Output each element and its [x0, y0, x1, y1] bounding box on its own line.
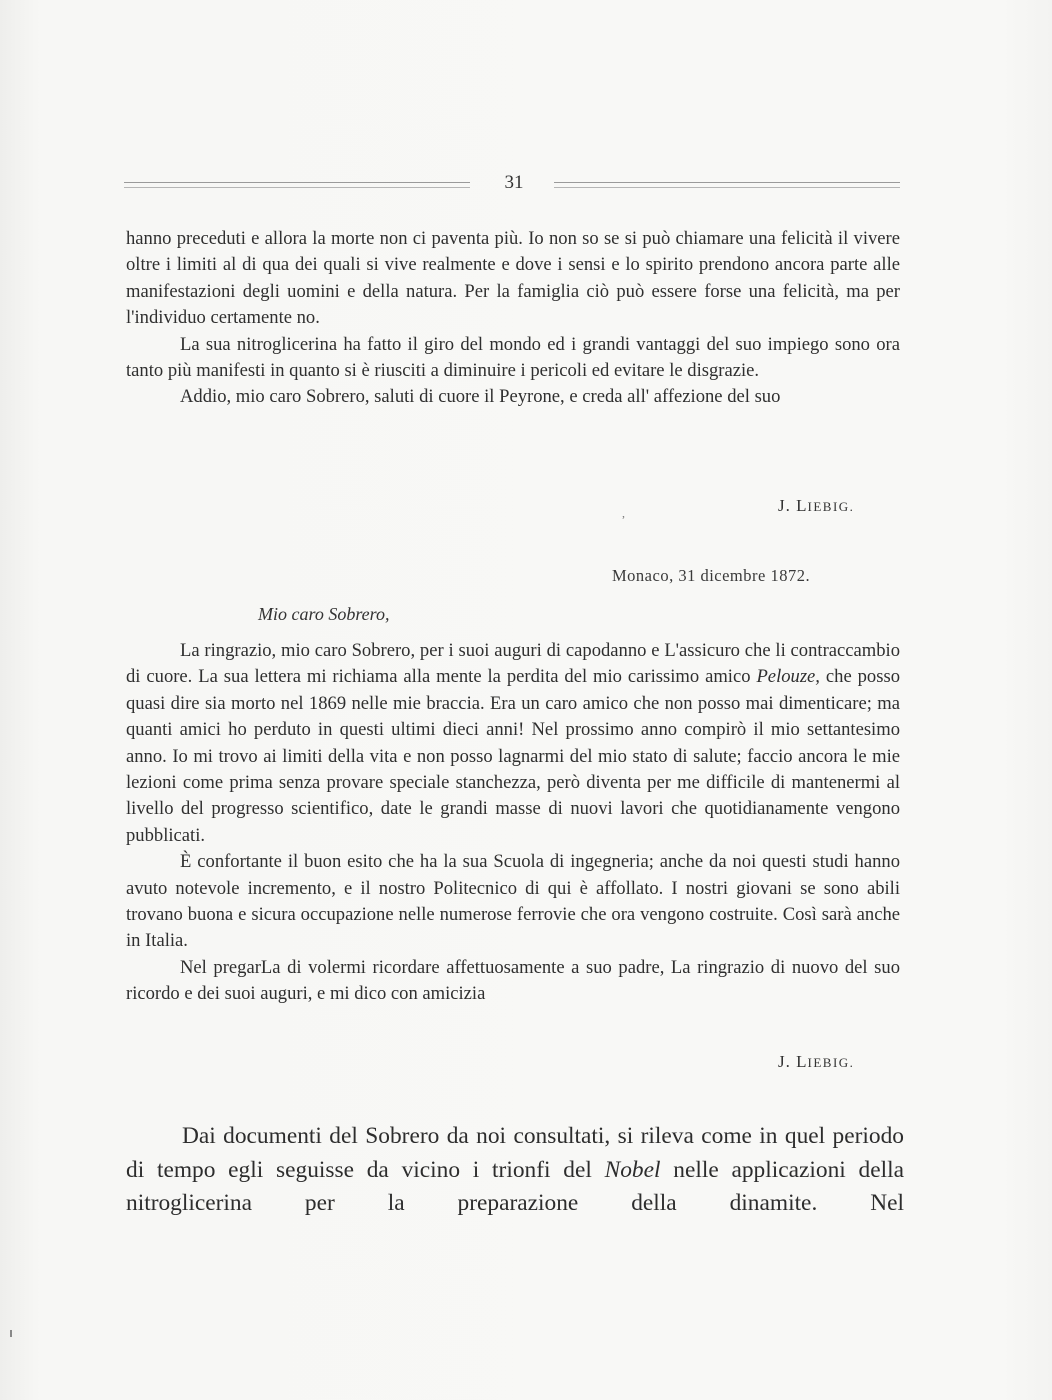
scan-mark [10, 1330, 12, 1337]
page-number: 31 [504, 172, 524, 193]
stray-mark: , [622, 506, 625, 520]
text-run: nelle applicazioni della nitroglicerina per la preparazione della dinamite. Nel [126, 1156, 904, 1216]
letter-2-salutation: Mio caro Sobrero, [258, 604, 390, 624]
page-header [124, 172, 900, 202]
signature-smallcaps: IEBIG. [807, 499, 855, 514]
letter-2-signature [778, 1052, 854, 1072]
letter-1-paragraph: Addio, mio caro Sobrero, saluti di cuore il Peyrone, e creda all' affezione del suo [180, 386, 781, 408]
letter-1-paragraph: hanno preceduti e allora la morte non ci paventa più. Io non so se si può chiamare una felicità il vivere oltre i limiti al di qua dei quali si vive realmente e dove i sensi e lo spirito prendono ancora parte alle manifestazioni degli uomini e della natura. Per la famiglia ciò può essere forse una felicità, ma per l'individuo certamente no. [126, 228, 900, 329]
header-rule-left [124, 182, 470, 188]
signature-smallcaps: IEBIG. [807, 1055, 855, 1070]
italic-name: Pelouze, [756, 666, 820, 688]
signature-initial: J. L [778, 496, 808, 515]
letter-2-paragraph: Nel pregarLa di volermi ricordare affettuosamente a suo padre, La ringrazio di nuovo del suo ricordo e dei suoi auguri, e mi dico con amicizia [126, 956, 900, 1005]
letter-1-paragraph: La sua nitroglicerina ha fatto il giro del mondo ed i grandi vantaggi del suo impiego sono ora tanto più manifesti in quanto si è riusciti a diminuire i pericoli ed evitare le disgrazie. [126, 333, 900, 382]
letter-2-dateline: Monaco, 31 dicembre 1872. [612, 566, 811, 585]
italic-name: Nobel [604, 1156, 661, 1183]
text-run: La ringrazio, mio caro Sobrero, per i suoi auguri di capodanno e L'assicuro che li contraccambio di cuore. La sua lettera mi richiama alla mente la perdita del mio carissimo amico [126, 640, 900, 688]
narrative-paragraph [126, 1120, 904, 1221]
narrative-text [126, 1120, 904, 1221]
signature-initial: J. L [778, 1052, 808, 1071]
letter-2-paragraph: È confortante il buon esito che ha la sua Scuola di ingegneria; anche da noi questi studi hanno avuto notevole incremento, e il nostro Politecnico di qui è affollato. I nostri giovani se sono abili trovano buona e sicura occupazione nelle numerose ferrovie che ora vengono costruite. Così sarà anche in Italia. [126, 851, 900, 952]
letter-1-signature [778, 496, 854, 516]
letter-2-body [126, 638, 900, 1008]
text-run: che posso quasi dire sia morto nel 1869 nelle mie braccia. Era un caro amico che non posso mai dimenticare; ma quanti amici ho perduto in questi ultimi dieci anni! Nel prossimo anno compirò il mio settantesimo anno. Io mi trovo ai limiti della vita e non posso lagnarmi del mio stato di salute; faccio ancora le mie lezioni come prima senza provare speciale stanchezza, però diventa per me difficile di mantenermi al livello del progresso scientifico, date le grandi masse di nuovi lavori che quotidianamente vengono pubblicati. [126, 666, 900, 846]
text-run: Dai documenti del Sobrero da noi consultati, si rileva come in quel periodo di tempo egli seguisse da vicino i trionfi del [126, 1123, 904, 1183]
letter-2-paragraph [126, 638, 900, 849]
header-rule-right [554, 182, 900, 188]
letter-1-body [126, 226, 900, 411]
